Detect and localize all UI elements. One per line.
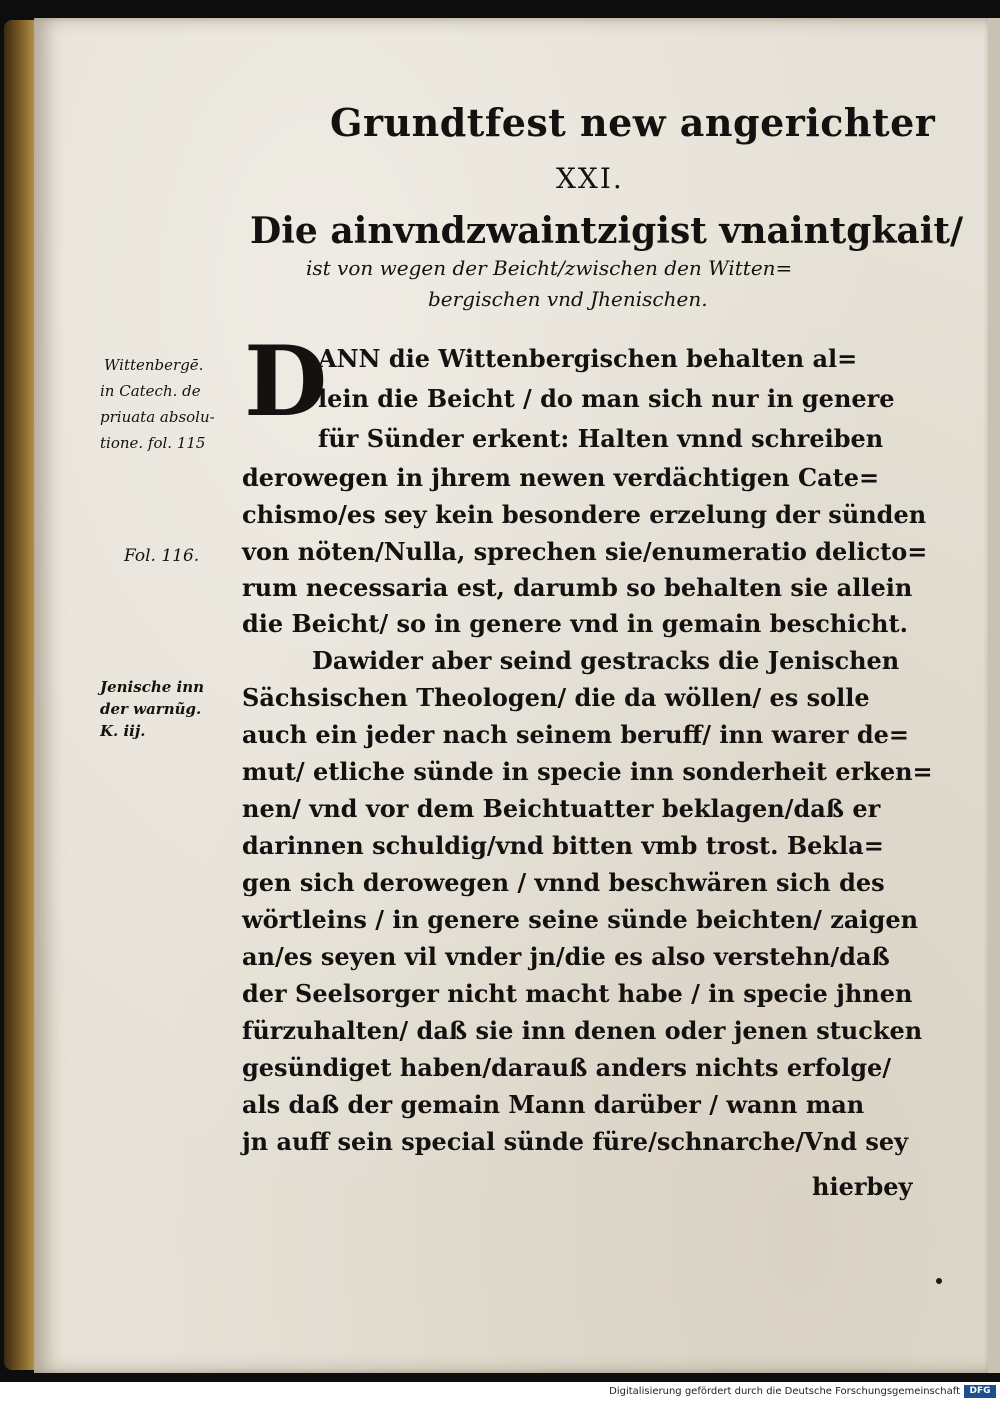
footer-credit-text: Digitalisierung gefördert durch die Deutsche Forschungsgemeinschaft xyxy=(609,1386,960,1397)
running-head: Grundtfest new angerichter xyxy=(330,100,936,145)
drop-cap: D xyxy=(244,325,328,438)
body-line: mut/ etliche sünde in specie inn sonderheit erken= xyxy=(242,757,933,786)
margin-note-line: priuata absolu- xyxy=(100,408,215,426)
margin-note-line: K. iij. xyxy=(100,722,146,740)
margin-note-line: Fol. 116. xyxy=(124,546,200,566)
body-line: jn auff sein special sünde füre/schnarche/Vnd sey xyxy=(242,1127,909,1156)
body-line: die Beicht/ so in genere vnd in gemain beschicht. xyxy=(242,609,908,638)
body-line: fürzuhalten/ daß sie inn denen oder jenen stucken xyxy=(242,1016,923,1045)
body-line: von nöten/Nulla, sprechen sie/enumeratio delicto= xyxy=(242,537,928,566)
body-line: rum necessaria est, darumb so behalten sie allein xyxy=(242,573,913,602)
body-line: der Seelsorger nicht macht habe / in specie jhnen xyxy=(242,979,913,1008)
body-line: auch ein jeder nach seinem beruff/ inn warer de= xyxy=(242,720,910,749)
body-line: gen sich derowegen / vnnd beschwären sich des xyxy=(242,868,885,897)
margin-note-line: der warnũg. xyxy=(100,700,202,718)
body-line: nen/ vnd vor dem Beichtuatter beklagen/daß er xyxy=(242,794,881,823)
body-line: Sächsischen Theologen/ die da wöllen/ es solle xyxy=(242,683,870,712)
margin-note-line: Wittenbergē. xyxy=(104,356,204,374)
body-line: chismo/es sey kein besondere erzelung der sünden xyxy=(242,500,927,529)
body-line: für Sünder erkent: Halten vnnd schreiben xyxy=(318,424,884,453)
section-heading: Die ainvndzwaintzigist vnaintgkait/ xyxy=(250,210,964,252)
section-number: XXI. xyxy=(556,162,624,195)
page-right-edge xyxy=(988,18,1000,1373)
digitization-footer xyxy=(0,1382,1000,1402)
margin-note-line: in Catech. de xyxy=(100,382,201,400)
body-line: gesündiget haben/darauß anders nichts erfolge/ xyxy=(242,1053,892,1082)
section-subheading-line: bergischen vnd Jhenischen. xyxy=(428,287,708,311)
body-line: an/es seyen vil vnder jn/die es also verstehn/daß xyxy=(242,942,890,971)
margin-note-line: tione. fol. 115 xyxy=(100,434,206,452)
body-line: Dawider aber seind gestracks die Jenischen xyxy=(312,646,900,675)
ink-spot xyxy=(936,1278,942,1284)
catchword: hierbey xyxy=(812,1172,913,1201)
margin-note-line: Jenische inn xyxy=(100,678,205,696)
body-line: derowegen in jhrem newen verdächtigen Cate= xyxy=(242,463,880,492)
dfg-logo: DFG xyxy=(964,1385,996,1398)
body-line: als daß der gemain Mann darüber / wann man xyxy=(242,1090,865,1119)
body-line: ANN die Wittenbergischen behalten al= xyxy=(318,344,858,373)
body-line: lein die Beicht / do man sich nur in genere xyxy=(318,384,895,413)
body-line: wörtleins / in genere seine sünde beichten/ zaigen xyxy=(242,905,919,934)
section-subheading-line: ist von wegen der Beicht/zwischen den Witten= xyxy=(306,256,793,280)
body-line: darinnen schuldig/vnd bitten vmb trost. Bekla= xyxy=(242,831,884,860)
